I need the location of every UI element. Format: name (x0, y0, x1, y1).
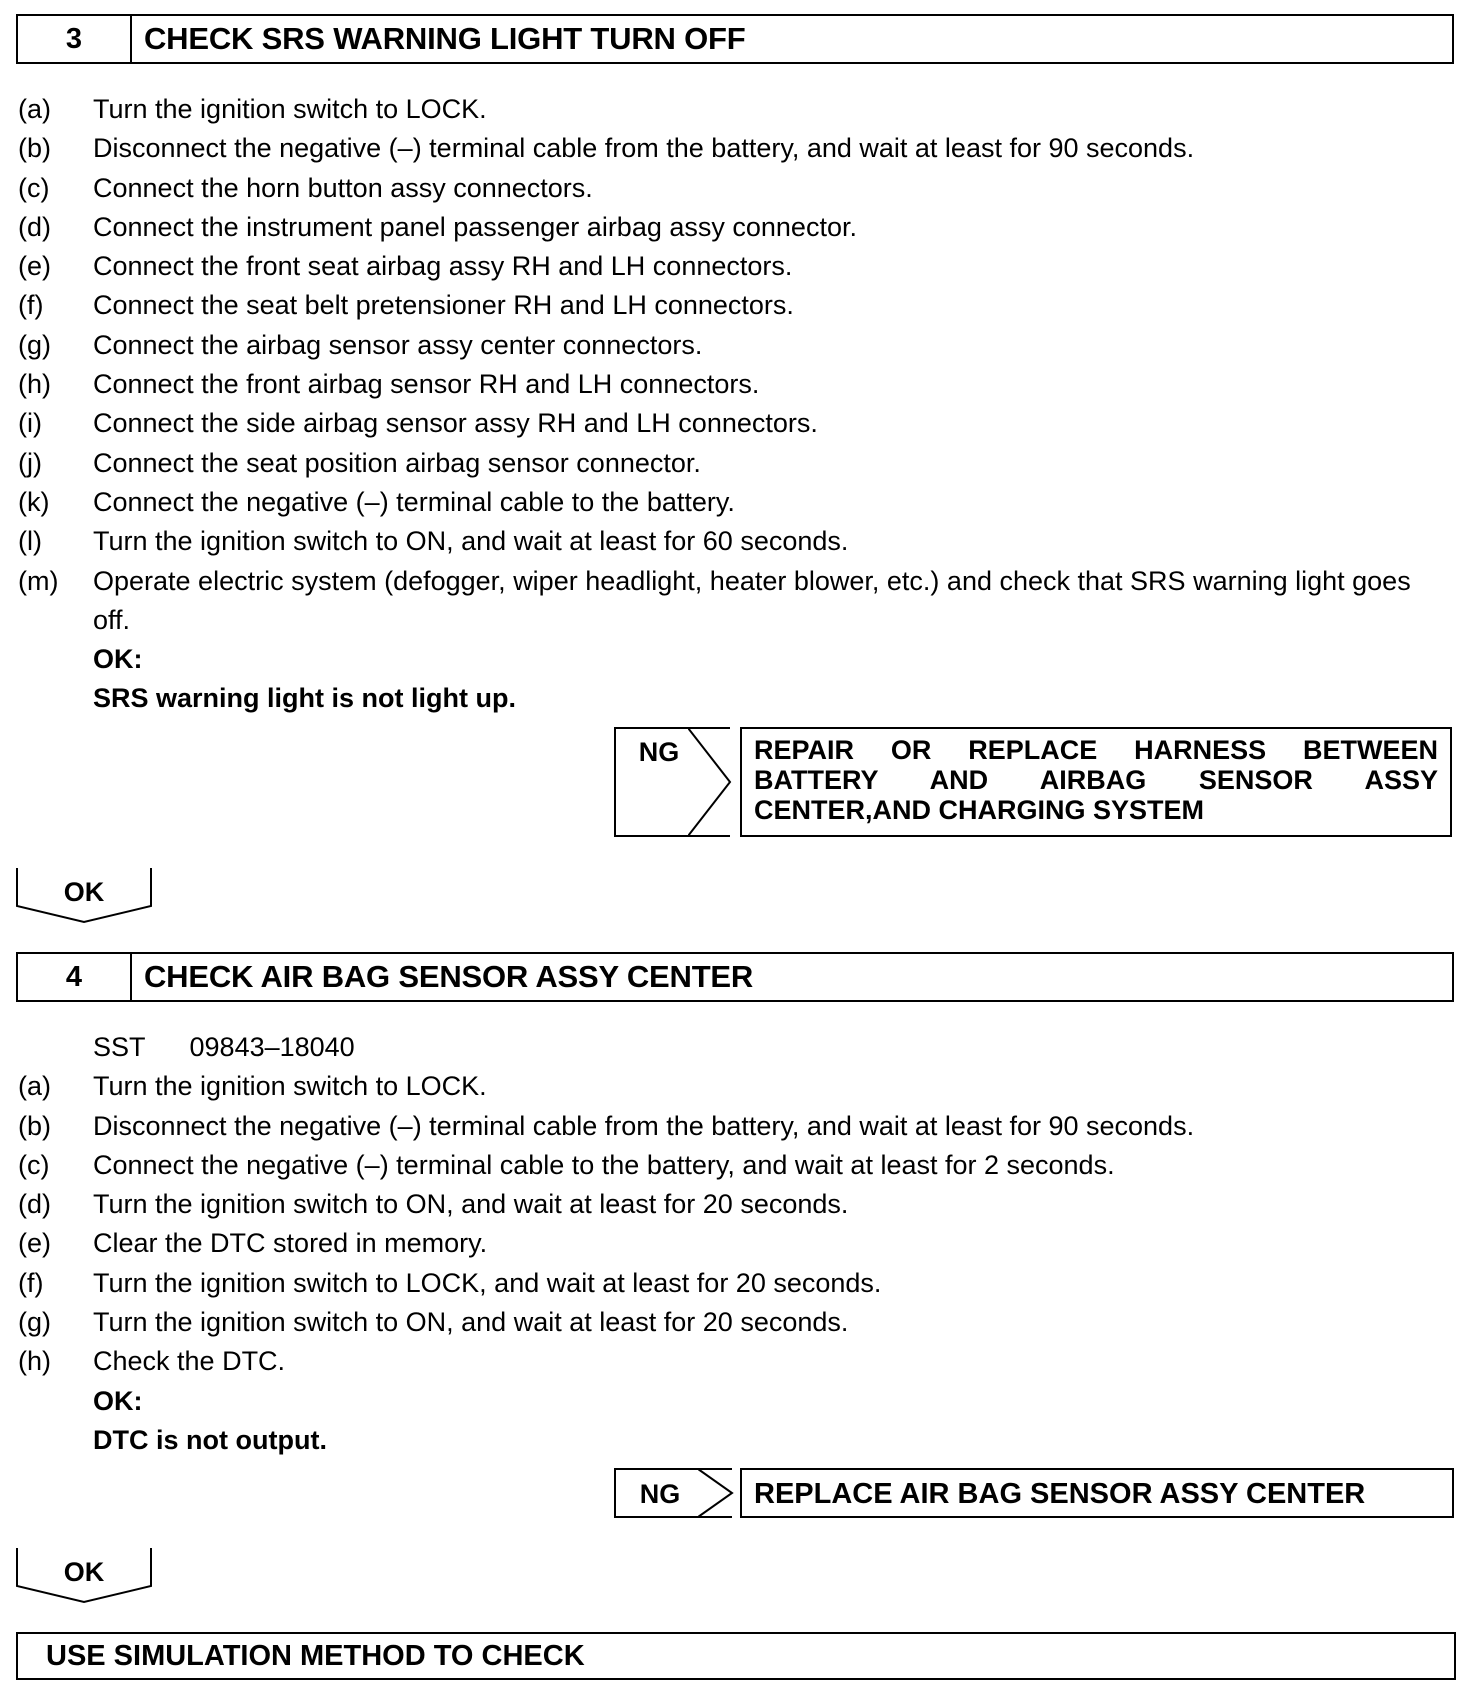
list-item: (a) Turn the ignition switch to LOCK. (18, 94, 487, 124)
list-item: (l) Turn the ignition switch to ON, and wait at least for 60 seconds. (18, 526, 849, 557)
list-item: (m) Operate electric system (defogger, wiper headlight, heater blower, etc.) and check that SRS warning light goes off. (18, 565, 1411, 635)
step-3-number: 3 (18, 16, 132, 62)
list-item: (j) Connect the seat position airbag sensor connector. (18, 447, 701, 478)
list-item: (f) Connect the seat belt pretensioner RH and LH connectors. (18, 290, 794, 321)
ng-arrow-icon (688, 727, 732, 837)
list-item: (h) Check the DTC. (18, 1346, 286, 1377)
list-item: (k) Connect the negative (–) terminal cable to the battery. (18, 486, 735, 517)
ng-label: NG (638, 737, 680, 767)
ok-heading: OK: (93, 1385, 143, 1416)
ok-condition: DTC is not output. (93, 1424, 327, 1455)
final-step-box (16, 1632, 1456, 1680)
list-item: (c) Connect the horn button assy connectors. (18, 172, 593, 203)
list-item: (h) Connect the front airbag sensor RH and LH connectors. (18, 369, 760, 400)
ok-condition: SRS warning light is not light up. (93, 683, 516, 714)
list-item: (g) Connect the airbag sensor assy center connectors. (18, 329, 703, 360)
ng-result-text: REPAIR OR REPLACE HARNESS BETWEEN BATTERY AND AIRBAG SENSOR ASSY CENTER,AND CHARGING SYSTEM (740, 727, 1452, 837)
sst-label: SST (93, 1032, 146, 1062)
ok-tab-label: OK (63, 877, 105, 907)
step-3-instructions (18, 90, 1458, 719)
list-item: (d) Connect the instrument panel passenger airbag assy connector. (18, 211, 857, 242)
step-4-ng-branch (614, 1468, 1454, 1518)
list-item: (f) Turn the ignition switch to LOCK, and wait at least for 20 seconds. (18, 1267, 882, 1298)
step-4-number: 4 (18, 954, 132, 1000)
sst-line (18, 1028, 1458, 1067)
ng-result-text: REPLACE AIR BAG SENSOR ASSY CENTER (740, 1468, 1454, 1518)
ok-tab-step-4 (16, 1548, 152, 1604)
ok-tab-step-3 (16, 868, 152, 924)
list-item: (e) Clear the DTC stored in memory. (18, 1228, 488, 1259)
ng-arrow-box (614, 1468, 732, 1518)
step-3-ng-branch (614, 727, 1452, 837)
list-item: (g) Turn the ignition switch to ON, and wait at least for 20 seconds. (18, 1307, 849, 1338)
ok-heading: OK: (93, 644, 143, 675)
step-3-header (16, 14, 1454, 64)
list-item: (d) Turn the ignition switch to ON, and wait at least for 20 seconds. (18, 1189, 849, 1220)
list-item: (e) Connect the front seat airbag assy RH and LH connectors. (18, 251, 793, 282)
ok-tab-label: OK (63, 1557, 105, 1587)
final-step-title: USE SIMULATION METHOD TO CHECK (46, 1639, 585, 1672)
sst-value: 09843–18040 (189, 1032, 355, 1062)
step-4-instructions (18, 1028, 1458, 1460)
list-item: (a) Turn the ignition switch to LOCK. (18, 1071, 487, 1102)
ng-label: NG (639, 1479, 681, 1509)
step-4-title: CHECK AIR BAG SENSOR ASSY CENTER (144, 959, 754, 994)
ng-arrow-box (614, 727, 730, 837)
ng-arrow-icon (698, 1468, 734, 1518)
list-item: (c) Connect the negative (–) terminal cable to the battery, and wait at least for 2 seconds. (18, 1149, 1115, 1180)
step-3-title: CHECK SRS WARNING LIGHT TURN OFF (144, 21, 746, 56)
list-item: (b) Disconnect the negative (–) terminal cable from the battery, and wait at least for 90 seconds. (18, 133, 1195, 164)
step-4-header (16, 952, 1454, 1002)
list-item: (b) Disconnect the negative (–) terminal cable from the battery, and wait at least for 90 seconds. (18, 1110, 1195, 1141)
list-item: (i) Connect the side airbag sensor assy RH and LH connectors. (18, 408, 818, 439)
